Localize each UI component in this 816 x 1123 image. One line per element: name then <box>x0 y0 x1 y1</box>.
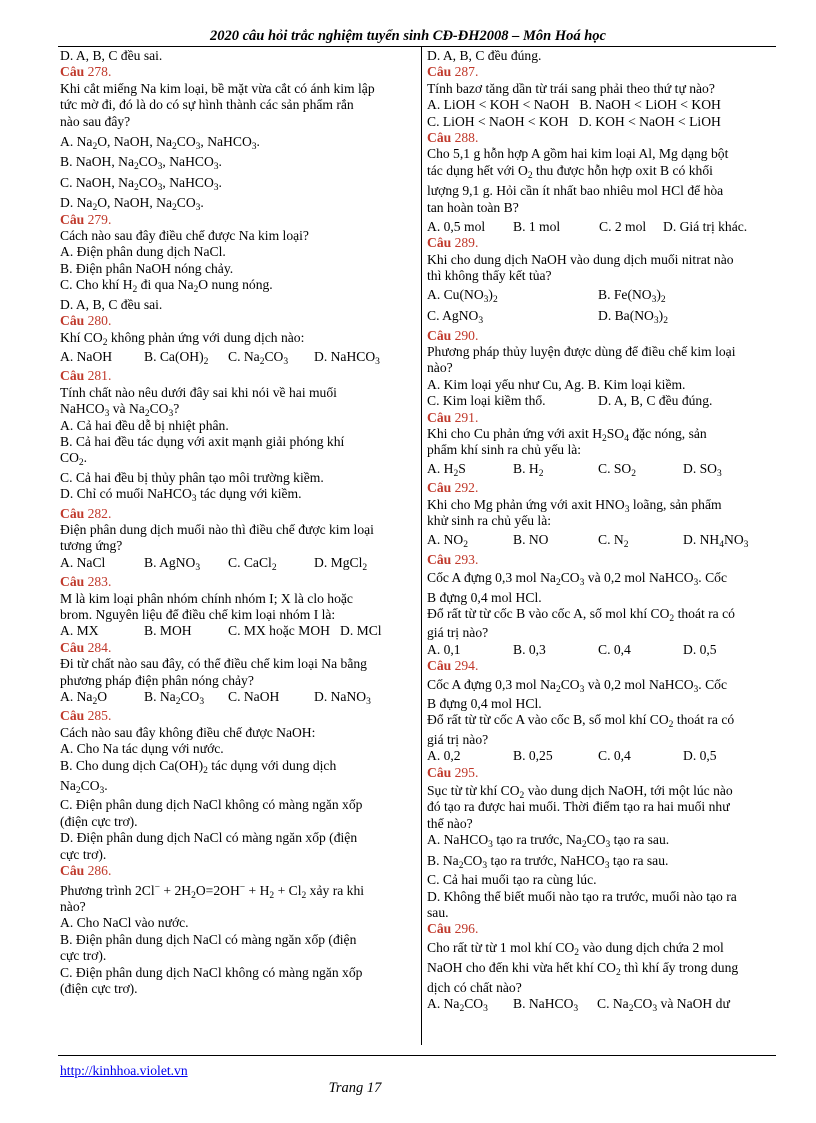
footer-website-link[interactable]: http://kinhhoa.violet.vn <box>60 1063 188 1078</box>
answer-line: D. A, B, C đều sai. <box>60 48 163 63</box>
question-label: Câu <box>427 235 452 251</box>
question-text: Cho rất từ từ 1 mol khí $CO_2$ vào dung dịch chứa 2 mol <box>427 939 724 958</box>
question-label: Câu <box>427 409 452 425</box>
options-row <box>60 555 415 571</box>
option-a: A. NaHCO$_3$ tạo ra trước, $Na_2CO_3$ tạo ra sau. <box>427 832 670 851</box>
question-index: 296. <box>451 921 479 937</box>
option-d: D. A, B, C đều đúng. <box>598 393 713 409</box>
option-a: A. Cho NaCl vào nước. <box>60 915 189 931</box>
question-label: Câu <box>60 574 85 590</box>
question-number <box>427 64 775 80</box>
option-c: C. NaOH <box>228 689 280 705</box>
question-index: 278. <box>84 64 112 80</box>
question-number <box>60 640 415 656</box>
question-text: Đổ rất từ từ cốc A vào cốc B, số mol khí $CO_2$ thoát ra có <box>427 712 735 731</box>
question-number <box>60 506 415 522</box>
question-number <box>60 212 415 228</box>
question-text: giá trị nào? <box>427 625 489 641</box>
option-d: D. A, B, C đều sai. <box>60 296 163 312</box>
option-b: B. NaHCO$_3$ <box>513 995 579 1014</box>
question-number <box>427 921 775 937</box>
options-row <box>427 393 775 409</box>
option-d: D. NaNO$_3$ <box>314 689 371 708</box>
option-a: A. NaOH <box>60 348 113 364</box>
question-285 <box>60 708 415 863</box>
option-c: C. MX hoặc MOH <box>228 623 330 639</box>
question-text: Khi cho dung dịch NaOH vào dung dịch muối nitrat nào <box>427 251 734 267</box>
option-d-cont: sau. <box>427 904 449 920</box>
option-b: B. Cả hai đều tác dụng với axit mạnh giải phóng khí <box>60 433 345 449</box>
option-c: C. NaOH, $Na_2CO_3$, NaHCO$_3$. <box>60 174 222 193</box>
question-index: 283. <box>84 574 112 590</box>
option-d: D. Không thể biết muối nào tạo ra trước, muối nào tạo ra <box>427 888 737 904</box>
question-index: 280. <box>84 313 112 329</box>
option-c: C. Cả hai đều bị thủy phân tạo môi trường kiềm. <box>60 469 324 485</box>
option-c: C. Điện phân dung dịch NaCl không có màng ngăn xốp <box>60 964 363 980</box>
option-c: C. $Na_2CO_3$ <box>228 348 289 367</box>
option-b: B. $Na_2CO_3$ <box>144 689 205 708</box>
options-row <box>427 532 775 551</box>
question-label: Câu <box>427 130 452 146</box>
question-292 <box>427 480 775 549</box>
option-c: C. 2 mol <box>599 219 647 235</box>
question-text: Phương pháp thủy luyện được dùng để điều chế kim loại <box>427 343 736 359</box>
option-c: C. AgNO$_3$ <box>427 308 484 327</box>
question-text: tức mờ đi, đó là do có sự hình thành các sản phẩm rắn <box>60 97 354 113</box>
question-text: brom. Nguyên liệu để điều chế kim loại nhóm I là: <box>60 607 336 622</box>
option-d: D. $Ba(NO_3)_2$ <box>598 308 668 327</box>
question-text: Tính bazơ tăng dần từ trái sang phải theo thứ tự nào? <box>427 80 715 96</box>
option-b: B. $Ca(OH)_2$ <box>144 348 209 367</box>
question-text: Cốc A đựng 0,3 mol $Na_2CO_3$ và 0,2 mol NaHCO$_3$. Cốc <box>427 570 727 589</box>
question-text: Đổ rất từ từ cốc B vào cốc A, số mol khí $CO_2$ thoát ra có <box>427 606 735 624</box>
question-text: Cách nào sau đây điều chế được Na kim loại? <box>60 228 309 244</box>
question-293 <box>427 552 775 658</box>
option-d: D. $NH_4NO_3$ <box>683 532 749 551</box>
options-row <box>427 219 775 235</box>
option-c-cont: (điện cực trơ). <box>60 813 138 829</box>
question-index: 281. <box>84 368 112 384</box>
question-index: 285. <box>84 708 112 724</box>
options-row <box>427 642 775 658</box>
question-number <box>60 574 415 590</box>
option-b: B. 0,25 <box>513 748 553 764</box>
question-text: NaHCO$_3$ và $Na_2CO_3$? <box>60 401 180 420</box>
options-row <box>427 461 775 477</box>
question-289 <box>427 235 775 327</box>
question-index: 279. <box>84 211 112 227</box>
question-text: M là kim loại phân nhóm chính nhóm I; X là clo hoặc <box>60 590 353 606</box>
question-index: 288. <box>451 130 479 146</box>
question-294 <box>427 658 775 764</box>
question-label: Câu <box>60 368 85 384</box>
question-290 <box>427 328 775 410</box>
question-index: 292. <box>451 480 479 496</box>
question-text: khử sinh ra chủ yếu là: <box>427 512 552 528</box>
option-a: A. 0,1 <box>427 641 461 657</box>
options-row <box>60 349 415 365</box>
option-c: C. Cho khí $H_2$ đi qua $Na_2O$ nung nóng. <box>60 277 273 296</box>
question-number <box>427 658 775 674</box>
question-index: 291. <box>451 409 479 425</box>
question-278 <box>60 64 415 214</box>
question-label: Câu <box>60 211 85 227</box>
options-row <box>60 689 415 708</box>
question-label: Câu <box>427 64 452 80</box>
options-row <box>427 996 775 1012</box>
option-d: D. Chỉ có muối NaHCO$_3$ tác dụng với kiềm. <box>60 486 302 505</box>
option-c: C. Kim loại kiềm thổ. <box>427 393 546 409</box>
question-label: Câu <box>427 551 452 567</box>
question-text: Cách nào sau đây không điều chế được NaOH: <box>60 724 316 740</box>
question-295 <box>427 765 775 922</box>
question-text: nào sau đây? <box>60 113 131 129</box>
question-296 <box>427 921 775 1012</box>
option-d: D. $SO_3$ <box>683 460 722 479</box>
question-text: phẩm khí sinh ra chủ yếu là: <box>427 442 582 458</box>
question-text: tác dụng hết với $O_2$ thu được hỗn hợp oxit B có khối <box>427 162 713 181</box>
option-d: D. $Na_2O$, NaOH, $Na_2CO_3$. <box>60 195 204 214</box>
answer-line: D. A, B, C đều đúng. <box>427 48 542 63</box>
question-text: nào? <box>427 360 453 376</box>
options-row <box>60 623 415 639</box>
question-number <box>427 410 775 426</box>
question-283 <box>60 574 415 640</box>
question-280 <box>60 313 415 365</box>
question-label: Câu <box>60 313 85 329</box>
page-header-title: 2020 câu hỏi trắc nghiệm tuyển sinh CĐ-ĐH2008 – Môn Hoá học <box>210 28 606 44</box>
option-b: B. $H_2$ <box>513 460 544 479</box>
question-index: 290. <box>451 327 479 343</box>
option-c: C. $SO_2$ <box>598 460 637 479</box>
question-index: 286. <box>84 863 112 879</box>
question-281 <box>60 368 415 505</box>
option-d: D. Điện phân dung dịch NaCl có màng ngăn xốp (điện <box>60 830 358 846</box>
option-b: B. AgNO$_3$ <box>144 554 201 573</box>
question-number <box>60 368 415 384</box>
option-a: A. Cho Na tác dụng với nước. <box>60 741 224 757</box>
question-index: 294. <box>451 658 479 674</box>
option-b: B. Điện phân dung dịch NaCl có màng ngăn xốp (điện <box>60 931 357 947</box>
question-286 <box>60 863 415 997</box>
options-line: A. Kim loại yếu như Cu, Ag. B. Kim loại kiềm. <box>427 376 686 392</box>
option-a: A. Cả hai đều dễ bị nhiệt phân. <box>60 417 229 433</box>
question-text: Khi cắt miếng Na kim loại, bề mặt vừa cắt có ánh kim lập <box>60 80 375 96</box>
question-text: đó tạo ra được hai muối. Thời điểm tạo ra hai muối như <box>427 799 730 815</box>
option-d: D. NaHCO$_3$ <box>314 348 380 367</box>
option-b: B. 0,3 <box>513 641 546 657</box>
question-label: Câu <box>427 658 452 674</box>
question-label: Câu <box>427 764 452 780</box>
option-d: D. MCl <box>340 623 382 639</box>
option-a: A. MX <box>60 623 99 639</box>
options-line: C. LiOH < NaOH < KOH D. KOH < NaOH < LiOH <box>427 113 721 129</box>
option-a: A. 0,2 <box>427 748 461 764</box>
question-index: 284. <box>84 639 112 655</box>
question-number <box>427 328 775 344</box>
question-text: giá trị nào? <box>427 731 489 747</box>
question-index: 282. <box>84 505 112 521</box>
option-c: C. 0,4 <box>598 641 631 657</box>
option-c: C. CaCl$_2$ <box>228 554 277 573</box>
option-b-cont: $Na_2CO_3$. <box>60 778 108 797</box>
option-b-cont: cực trơ). <box>60 948 107 964</box>
option-b: B. NaOH, $Na_2CO_3$, NaHCO$_3$. <box>60 154 222 173</box>
option-c: C. Điện phân dung dịch NaCl không có màng ngăn xốp <box>60 797 363 813</box>
question-text: dịch có chất nào? <box>427 979 522 995</box>
question-number <box>427 235 775 251</box>
option-b: B. $Fe(NO_3)_2$ <box>598 286 666 305</box>
question-number <box>427 480 775 496</box>
question-text: Khi cho Cu phản ứng với axit $H_2SO_4$ đặc nóng, sản <box>427 425 707 444</box>
right-column <box>427 48 775 1012</box>
question-text: Khí $CO_2$ không phản ứng với dung dịch nào: <box>60 329 305 348</box>
question-label: Câu <box>427 480 452 496</box>
options-row <box>427 287 775 303</box>
option-a: A. $Cu(NO_3)_2$ <box>427 286 498 305</box>
question-label: Câu <box>60 863 85 879</box>
question-index: 293. <box>451 551 479 567</box>
option-a: A. $Na_2CO_3$ <box>427 995 488 1014</box>
question-text: Sục từ từ khí $CO_2$ vào dung dịch NaOH, tới một lúc nào <box>427 783 733 802</box>
question-label: Câu <box>427 327 452 343</box>
question-282 <box>60 506 415 572</box>
question-number <box>60 708 415 724</box>
option-c: C. Cả hai muối tạo ra cùng lúc. <box>427 872 597 888</box>
option-d: D. MgCl$_2$ <box>314 554 368 573</box>
options-line: A. LiOH < KOH < NaOH B. NaOH < LiOH < KOH <box>427 97 721 113</box>
question-number <box>427 552 775 568</box>
option-b: B. Điện phân NaOH nóng chảy. <box>60 260 234 276</box>
footer-rule <box>58 1055 776 1056</box>
question-index: 295. <box>451 764 479 780</box>
question-number <box>60 313 415 329</box>
question-text: phương pháp điện phân nóng chảy? <box>60 672 254 688</box>
option-a: A. $NO_2$ <box>427 532 469 551</box>
option-c: C. 0,4 <box>598 748 631 764</box>
option-b: B. $Na_2CO_3$ tạo ra trước, NaHCO$_3$ tạo ra sau. <box>427 852 669 871</box>
question-text: thế nào? <box>427 815 473 831</box>
question-label: Câu <box>60 639 85 655</box>
option-c-cont: (điện cực trơ). <box>60 980 138 996</box>
question-label: Câu <box>427 921 452 937</box>
option-a: A. $H_2S$ <box>427 460 466 479</box>
question-text: tan hoàn toàn B? <box>427 199 519 215</box>
option-d: D. 0,5 <box>683 748 717 764</box>
option-b: B. NO <box>513 532 549 548</box>
option-a: A. 0,5 mol <box>427 219 486 235</box>
question-284 <box>60 640 415 706</box>
question-text: Cho 5,1 g hỗn hợp A gồm hai kim loại Al, Mg dạng bột <box>427 146 729 162</box>
question-288 <box>427 130 775 235</box>
column-divider <box>421 47 422 1045</box>
option-b-cont: $CO_2$. <box>60 450 88 469</box>
option-b: B. 1 mol <box>513 219 561 235</box>
option-a: A. $Na_2O$ <box>60 689 108 708</box>
question-text: Phương trình $2Cl^- + 2H_2O=2OH^- + H_2 + Cl_2$ xảy ra khi <box>60 882 365 901</box>
option-b: B. MOH <box>144 623 192 639</box>
option-a: A. Điện phân dung dịch NaCl. <box>60 244 226 260</box>
options-row <box>427 308 775 327</box>
question-label: Câu <box>60 708 85 724</box>
page-number: Trang 17 <box>328 1080 382 1096</box>
option-d-cont: cực trơ). <box>60 846 107 862</box>
question-text: NaOH cho đến khi vừa hết khí $CO_2$ thì khí ấy trong dung <box>427 960 739 979</box>
question-text: lượng 9,1 g. Hỏi cần ít nhất bao nhiêu mol HCl để hòa <box>427 183 724 199</box>
question-number <box>427 765 775 781</box>
option-b: B. Cho dung dịch $Ca(OH)_2$ tác dụng với dung dịch <box>60 757 337 776</box>
option-a: A. $Na_2O$, NaOH, $Na_2CO_3$, NaHCO$_3$. <box>60 134 260 153</box>
left-column <box>60 48 415 997</box>
option-d: D. 0,5 <box>683 641 717 657</box>
question-text: Điện phân dung dịch muối nào thì điều chế được kim loại <box>60 521 374 537</box>
option-d: D. Giá trị khác. <box>663 219 748 235</box>
question-text: B đựng 0,4 mol HCl. <box>427 696 542 712</box>
question-text: thì không thấy kết tủa? <box>427 268 552 284</box>
question-text: Khi cho Mg phản ứng với axit $HNO_3$ loãng, sản phẩm <box>427 496 722 515</box>
option-c: C. $Na_2CO_3$ và NaOH dư <box>597 995 730 1014</box>
question-text: B đựng 0,4 mol HCl. <box>427 589 542 605</box>
question-number <box>60 64 415 80</box>
header-rule <box>58 46 776 47</box>
question-index: 287. <box>451 64 479 80</box>
question-text: nào? <box>60 898 86 914</box>
question-text: Đi từ chất nào sau đây, có thể điều chế kim loại Na bằng <box>60 656 367 672</box>
question-label: Câu <box>60 64 85 80</box>
options-row <box>427 748 775 764</box>
question-text: tương ứng? <box>60 538 123 554</box>
question-index: 289. <box>451 235 479 251</box>
question-text: Tính chất nào nêu dưới đây sai khi nói về hai muối <box>60 384 337 400</box>
question-number <box>60 863 415 879</box>
question-287 <box>427 64 775 130</box>
question-291 <box>427 410 775 478</box>
question-text: Cốc A đựng 0,3 mol $Na_2CO_3$ và 0,2 mol NaHCO$_3$. Cốc <box>427 676 727 695</box>
option-c: C. $N_2$ <box>598 532 629 551</box>
question-label: Câu <box>60 505 85 521</box>
question-279 <box>60 212 415 313</box>
option-a: A. NaCl <box>60 554 106 570</box>
question-number <box>427 130 775 146</box>
